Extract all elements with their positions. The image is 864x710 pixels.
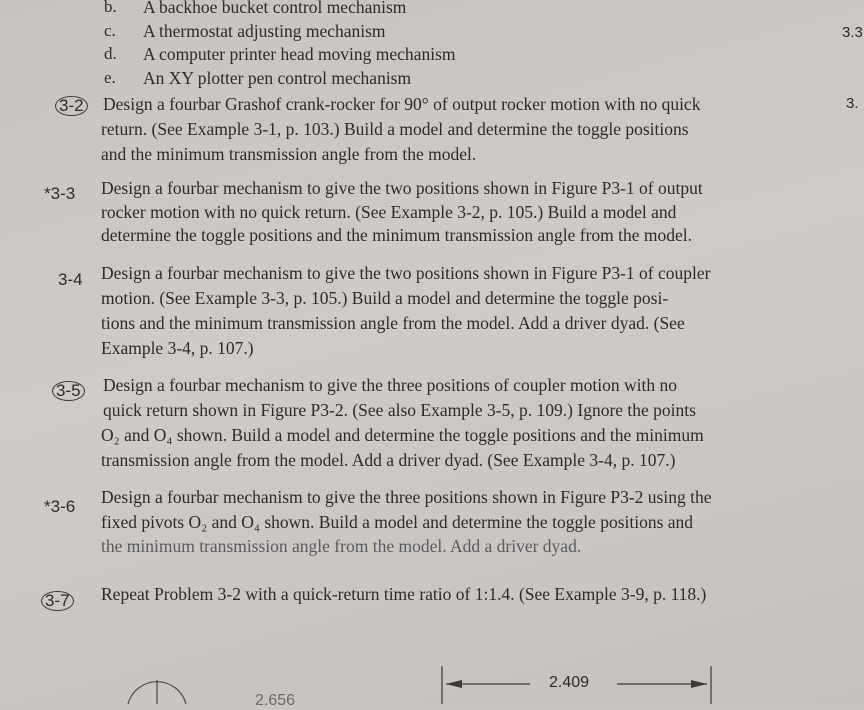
problem-text-line: the minimum transmission angle from the model. Add a driver dyad. — [101, 536, 582, 556]
list-letter: d. — [104, 44, 117, 63]
problem-text-line: Repeat Problem 3-2 with a quick-return time ratio of 1:1.4. (See Example 3-9, p. 118.) — [101, 584, 707, 604]
list-item-text: A thermostat adjusting mechanism — [143, 21, 386, 41]
problem-text-line: motion. (See Example 3-3, p. 105.) Build a model and determine the toggle posi- — [101, 288, 669, 308]
problem-text-line: Design a fourbar Grashof crank-rocker for 90° of output rocker motion with no quick — [103, 94, 701, 114]
problem-number: 3-4 — [58, 270, 83, 289]
problem-text-line: Example 3-4, p. 107.) — [101, 338, 254, 358]
problem-text-line: Design a fourbar mechanism to give the two positions shown in Figure P3-1 of coupler — [101, 263, 711, 283]
list-item-text: A backhoe bucket control mechanism — [143, 0, 407, 17]
problem-text-line: and the minimum transmission angle from the model. — [101, 144, 477, 164]
problem-text-line: Design a fourbar mechanism to give the three positions of coupler motion with no — [103, 375, 677, 395]
problem-text-line: O₂ and O₄ shown. Build a model and determine the toggle positions and the minimum — [101, 425, 704, 445]
problem-number — [52, 381, 85, 401]
dimension-drawing — [0, 640, 864, 704]
margin-reference: 3.3 — [842, 24, 863, 41]
problem-number — [55, 96, 88, 116]
dimension-label: 2.409 — [549, 674, 590, 691]
problem-number: *3-3 — [44, 184, 76, 203]
list-letter: e. — [104, 68, 116, 87]
list-letter: b. — [104, 0, 117, 16]
problem-text-line: rocker motion with no quick return. (See Example 3-2, p. 105.) Build a model and — [101, 202, 677, 222]
margin-reference: 3. — [846, 95, 859, 112]
problem-text-line: Design a fourbar mechanism to give the two positions shown in Figure P3-1 of output — [101, 178, 703, 198]
problem-text-line: determine the toggle positions and the minimum transmission angle from the model. — [101, 225, 693, 245]
problem-number — [41, 591, 74, 611]
circled-problem-number: 3-2 — [55, 96, 88, 116]
arrowhead-left — [446, 680, 462, 688]
list-item-text: A computer printer head moving mechanism — [143, 44, 456, 64]
problem-text-line: tions and the minimum transmission angle from the model. Add a driver dyad. (See — [101, 313, 685, 333]
problem-number: *3-6 — [44, 497, 76, 516]
circled-problem-number: 3-5 — [52, 381, 85, 401]
list-item-text: An XY plotter pen control mechanism — [143, 68, 412, 88]
problem-text-line: transmission angle from the model. Add a driver dyad. (See Example 3-4, p. 107.) — [101, 450, 676, 470]
problem-text-line: quick return shown in Figure P3-2. (See also Example 3-5, p. 109.) Ignore the points — [103, 400, 696, 420]
problem-text-line: Design a fourbar mechanism to give the three positions shown in Figure P3-2 using the — [101, 487, 712, 507]
circled-problem-number: 3-7 — [41, 591, 74, 611]
arrowhead-right — [691, 680, 707, 688]
problem-text-line: return. (See Example 3-1, p. 103.) Build a model and determine the toggle positions — [101, 119, 689, 139]
problem-text-line: fixed pivots O₂ and O₄ shown. Build a model and determine the toggle positions and — [101, 512, 694, 532]
dimension-label-partial: 2.656 — [255, 692, 296, 709]
list-letter: c. — [104, 21, 116, 40]
